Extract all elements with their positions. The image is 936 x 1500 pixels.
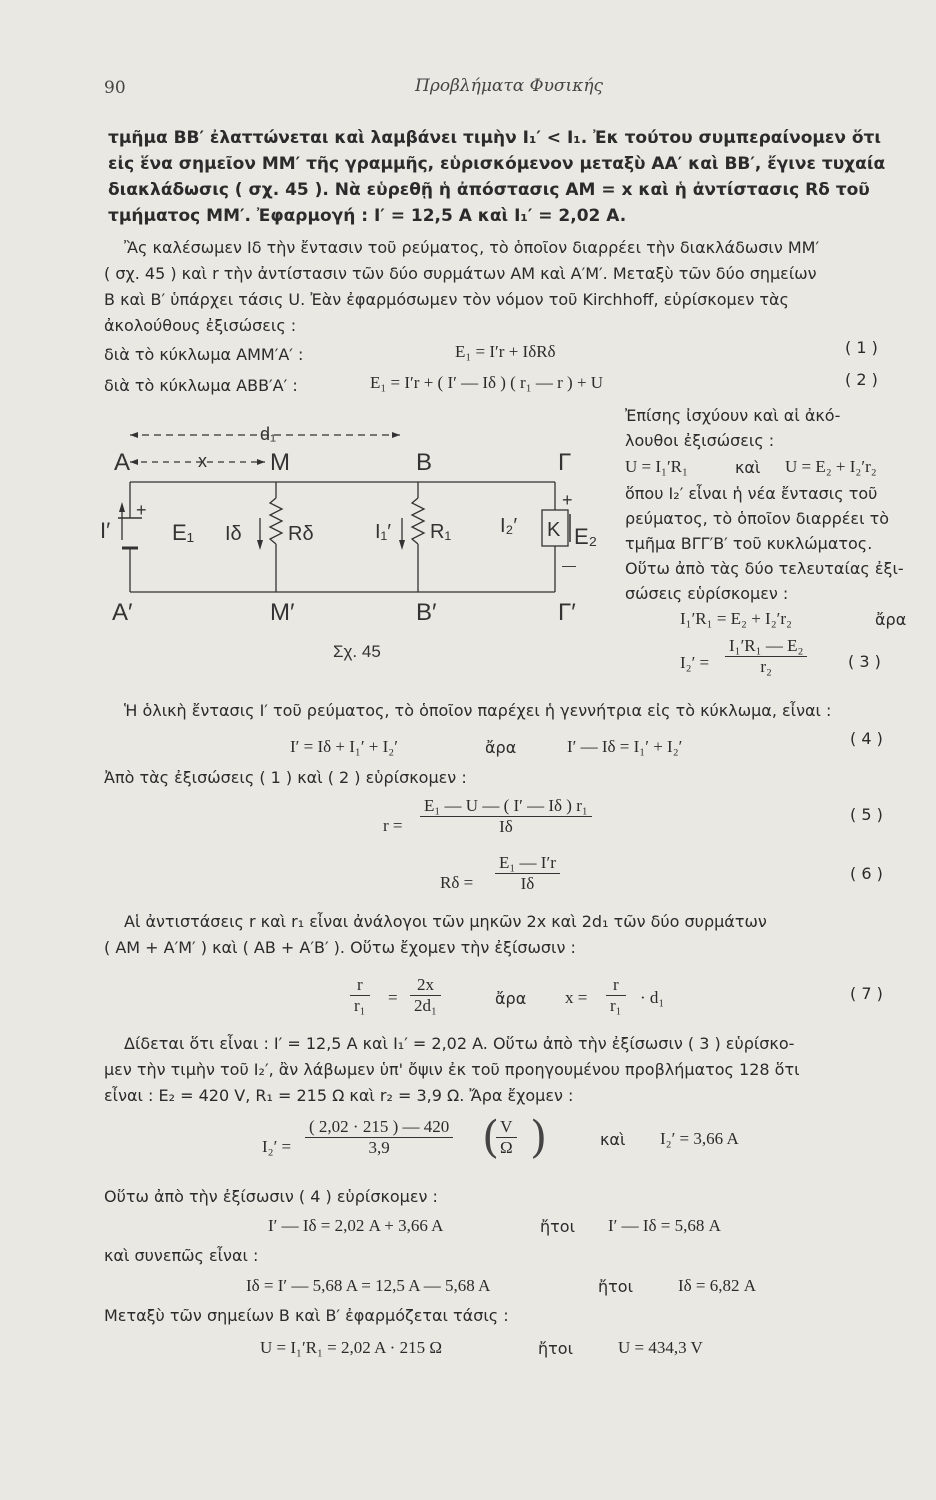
label-e2: E₂ xyxy=(574,524,598,549)
equation-7-x-denominator: 2d₁ xyxy=(414,996,437,1015)
side-line-6: Οὕτω ἀπὸ τὰς δύο τελευταίας ἐξι- xyxy=(625,559,904,578)
equation-8-fraction xyxy=(305,1117,453,1158)
equation-9a: I′ — Iδ = 2,02 A + 3,66 A xyxy=(268,1216,444,1235)
equation-2: E₁ = I′r + ( I′ — Iδ ) ( r₁ — r ) + U xyxy=(370,373,604,392)
side-line-4: ρεύματος, τὸ ὁποῖον διαρρέει τὸ xyxy=(625,509,889,528)
equation-11a: U = I₁′R₁ = 2,02 A · 215 Ω xyxy=(260,1338,442,1357)
problem-line-3: διακλάδωσις ( σχ. 45 ). Νὰ εὑρεθῇ ἡ ἀπόστασις ΑΜ = x καὶ ἡ ἀντίστασις Rδ τοῦ xyxy=(108,180,870,200)
paragraph-voltage-bb: Μεταξὺ τῶν σημείων Β καὶ Β′ ἐφαρμόζεται τάσις : xyxy=(104,1306,509,1325)
resistor-rd xyxy=(270,498,282,544)
equation-8-result: I₂′ = 3,66 A xyxy=(660,1129,739,1148)
equation-5-fraction xyxy=(420,796,592,837)
problem-line-4: τμήματος ΜΜ′. Ἐφαρμογή : I′ = 12,5 A καὶ I₁′ = 2,02 A. xyxy=(108,206,627,226)
x-arrow-right xyxy=(257,459,265,465)
solution-line-3: Β καὶ Β′ ὑπάρχει τάσις U. Ἐὰν ἐφαρμόσωμεν τὸν νόμον τοῦ Kirchhoff, εὑρίσκομεν τὰς xyxy=(104,290,789,309)
equation-8-denominator: 3,9 xyxy=(368,1138,390,1157)
equation-3-number: ( 3 ) xyxy=(848,652,881,671)
label-plus-e1: + xyxy=(136,500,147,520)
eq1-label: διὰ τὸ κύκλωμα ΑΜΜ′Α′ : xyxy=(104,345,304,364)
equation-1-number: ( 1 ) xyxy=(845,338,878,357)
equation-4-number: ( 4 ) xyxy=(850,729,883,748)
equation-6-denominator: Iδ xyxy=(520,874,535,893)
equation-7-x: x = xyxy=(565,988,588,1007)
paragraph-consequently: καὶ συνεπῶς εἶναι : xyxy=(104,1246,259,1265)
equation-3-denominator: r₂ xyxy=(760,657,772,676)
equation-5-numerator: E₁ — U — ( I′ — Iδ ) r₁ xyxy=(420,796,592,817)
equation-7-fraction-x xyxy=(410,975,441,1016)
equation-8-right-paren: ) xyxy=(530,1112,548,1163)
paragraph-from-eq-4: Οὕτω ἀπὸ τὴν ἐξίσωσιν ( 4 ) εὑρίσκομεν : xyxy=(104,1187,438,1206)
label-id: Iδ xyxy=(225,523,242,545)
equation-6-lhs: Rδ = xyxy=(440,873,474,892)
equation-8-left-paren: ( xyxy=(482,1112,500,1163)
side-ara: ἄρα xyxy=(875,610,907,629)
equation-7-number: ( 7 ) xyxy=(850,984,883,1003)
side-line-2: λουθοι ἐξισώσεις : xyxy=(625,431,775,450)
paragraph-total-current: Ἡ ὁλικὴ ἔντασις I′ τοῦ ρεύματος, τὸ ὁποῖον παρέχει ἡ γεννήτρια εἰς τὸ κύκλωμα, εἶναι : xyxy=(124,701,832,720)
page-number: 90 xyxy=(104,78,126,98)
equation-7-d1: · d₁ xyxy=(640,988,665,1007)
label-g-prime: Γ′ xyxy=(558,599,576,626)
equation-4b: I′ — Iδ = I₁′ + I₂′ xyxy=(567,737,683,756)
equation-7-ratio-denominator: r₁ xyxy=(610,996,622,1015)
equation-9-etoi: ἤτοι xyxy=(540,1217,575,1236)
equation-8-numerator: ( 2,02 · 215 ) — 420 xyxy=(305,1117,453,1138)
label-k: K xyxy=(547,519,561,541)
solution-line-1: Ἂς καλέσωμεν Iδ τὴν ἔντασιν τοῦ ρεύματος, τὸ ὁποῖον διαρρέει τὴν διακλάδωσιν ΜΜ′ xyxy=(124,238,820,257)
paragraph-given-line-1: Δίδεται ὅτι εἶναι : I′ = 12,5 A καὶ I₁′ = 2,02 A. Οὕτω ἀπὸ τὴν ἐξίσωσιν ( 3 ) εὑρίσκο- xyxy=(124,1034,795,1053)
equation-7-r-denominator: r₁ xyxy=(354,996,366,1015)
paragraph-given-line-2: μεν τὴν τιμὴν τοῦ I₂′, ἂν λάβωμεν ὑπ' ὄψιν ἐκ τοῦ προηγουμένου προβλήματος 128 ὅτι xyxy=(104,1060,800,1079)
d1-arrow-right xyxy=(392,432,400,438)
equation-7-r-numerator: r xyxy=(350,975,370,996)
equation-3-fraction xyxy=(725,636,807,677)
eq2-label: διὰ τὸ κύκλωμα ΑΒΒ′Α′ : xyxy=(104,376,298,395)
equation-8-kai: καὶ xyxy=(600,1130,626,1149)
label-e1: E₁ xyxy=(172,520,195,545)
d1-arrow-left xyxy=(130,432,138,438)
solution-line-4: ἀκολούθους ἐξισώσεις : xyxy=(104,316,297,335)
equation-4a: I′ = Iδ + I₁′ + I₂′ xyxy=(290,737,398,756)
equation-7-fraction-r xyxy=(350,975,370,1016)
side-line-3: ὅπου I₂′ εἶναι ἡ νέα ἔντασις τοῦ xyxy=(625,484,878,503)
label-rd: Rδ xyxy=(288,523,314,545)
side-equation-2: U = E₂ + I₂′r₂ xyxy=(785,457,877,476)
paragraph-proportional-line-2: ( ΑΜ + Α′Μ′ ) καὶ ( ΑΒ + Α′Β′ ). Οὕτω ἔχομεν τὴν ἐξίσωσιν : xyxy=(104,938,576,957)
equation-6-number: ( 6 ) xyxy=(850,864,883,883)
label-g: Γ xyxy=(558,449,572,476)
equation-11b: U = 434,3 V xyxy=(618,1338,703,1357)
figure-caption: Σχ. 45 xyxy=(333,642,381,661)
equation-5-lhs: r = xyxy=(383,816,403,835)
label-m: M xyxy=(270,449,290,476)
label-i1: I₁′ xyxy=(375,521,392,543)
equation-3-lhs: I₂′ = xyxy=(680,653,710,672)
label-a: A xyxy=(114,449,131,476)
equation-8-lhs: I₂′ = xyxy=(262,1137,292,1156)
equation-11-etoi: ἤτοι xyxy=(538,1339,573,1358)
label-b: B xyxy=(416,449,433,476)
paragraph-given-line-3: εἶναι : E₂ = 420 V, R₁ = 215 Ω καὶ r₂ = 3,9 Ω. Ἄρα ἔχομεν : xyxy=(104,1086,574,1105)
equation-6-fraction xyxy=(495,853,560,894)
label-m-prime: M′ xyxy=(270,599,295,626)
equation-2-number: ( 2 ) xyxy=(845,370,878,389)
equation-1: E₁ = I′r + IδRδ xyxy=(455,342,556,361)
resistor-r1 xyxy=(412,498,424,544)
label-d1: d₁ xyxy=(260,424,277,444)
paragraph-proportional-line-1: Αἱ ἀντιστάσεις r καὶ r₁ εἶναι ἀνάλογοι τῶν μηκῶν 2x καὶ 2d₁ τῶν δύο συρμάτων xyxy=(124,912,767,931)
equation-9b: I′ — Iδ = 5,68 A xyxy=(608,1216,721,1235)
problem-line-1: τμῆμα ΒΒ′ ἐλαττώνεται καὶ λαμβάνει τιμὴν I₁′ < I₁. Ἐκ τούτου συμπεραίνομεν ὅτι xyxy=(108,128,881,148)
label-minus-e2: — xyxy=(562,557,576,573)
label-a-prime: A′ xyxy=(112,599,133,626)
equation-7-x-numerator: 2x xyxy=(410,975,441,996)
equation-10a: Iδ = I′ — 5,68 A = 12,5 A — 5,68 A xyxy=(246,1276,491,1295)
paragraph-from-eq-1-2: Ἀπὸ τὰς ἐξισώσεις ( 1 ) καὶ ( 2 ) εὑρίσκομεν : xyxy=(104,768,467,787)
equation-7-ratio-numerator: r xyxy=(606,975,626,996)
equation-10b: Iδ = 6,82 A xyxy=(678,1276,757,1295)
side-line-5: τμῆμα ΒΓΓ′Β′ τοῦ κυκλώματος. xyxy=(625,534,873,553)
equation-7-fraction-ratio xyxy=(606,975,626,1016)
side-equation-3: I₁′R₁ = E₂ + I₂′r₂ xyxy=(680,609,792,628)
label-i2: I₂′ xyxy=(500,515,518,537)
equation-3-numerator: I₁′R₁ — E₂ xyxy=(725,636,807,657)
equation-7-ara: ἄρα xyxy=(495,989,527,1008)
solution-line-2: ( σχ. 45 ) καὶ r τὴν ἀντίστασιν τῶν δύο συρμάτων ΑΜ καὶ Α′Μ′. Μεταξὺ τῶν δύο σημείων xyxy=(104,264,817,283)
equation-5-number: ( 5 ) xyxy=(850,805,883,824)
problem-line-2: εἰς ἕνα σημεῖον ΜΜ′ τῆς γραμμῆς, εὑρισκόμενον μεταξὺ ΑΑ′ καὶ ΒΒ′, ἔγινε τυχαία xyxy=(108,154,886,174)
equation-8-unit-fraction xyxy=(496,1117,517,1158)
x-arrow-left xyxy=(130,459,138,465)
side-line-1: Ἐπίσης ἰσχύουν καὶ αἱ ἀκό- xyxy=(625,406,841,425)
equation-6-numerator: E₁ — I′r xyxy=(495,853,560,874)
circuit-diagram xyxy=(100,420,620,670)
label-b-prime: B′ xyxy=(416,599,437,626)
side-and: καὶ xyxy=(735,458,761,477)
equation-10-etoi: ἤτοι xyxy=(598,1277,633,1296)
equation-7-equals: = xyxy=(388,988,398,1007)
label-plus-e2: + xyxy=(562,490,573,510)
label-i-prime: I′ xyxy=(100,518,111,543)
side-line-7: σώσεις εὑρίσκομεν : xyxy=(625,584,789,603)
equation-5-denominator: Iδ xyxy=(499,817,513,836)
side-equation-1: U = I₁′R₁ xyxy=(625,457,688,476)
equation-8-unit-numerator: V xyxy=(496,1117,517,1138)
running-title: Προβλήματα Φυσικής xyxy=(415,76,604,96)
label-x: x xyxy=(198,451,207,471)
label-r1: R₁ xyxy=(430,521,452,543)
equation-4-ara: ἄρα xyxy=(485,738,517,757)
equation-8-unit-denominator: Ω xyxy=(500,1138,513,1157)
